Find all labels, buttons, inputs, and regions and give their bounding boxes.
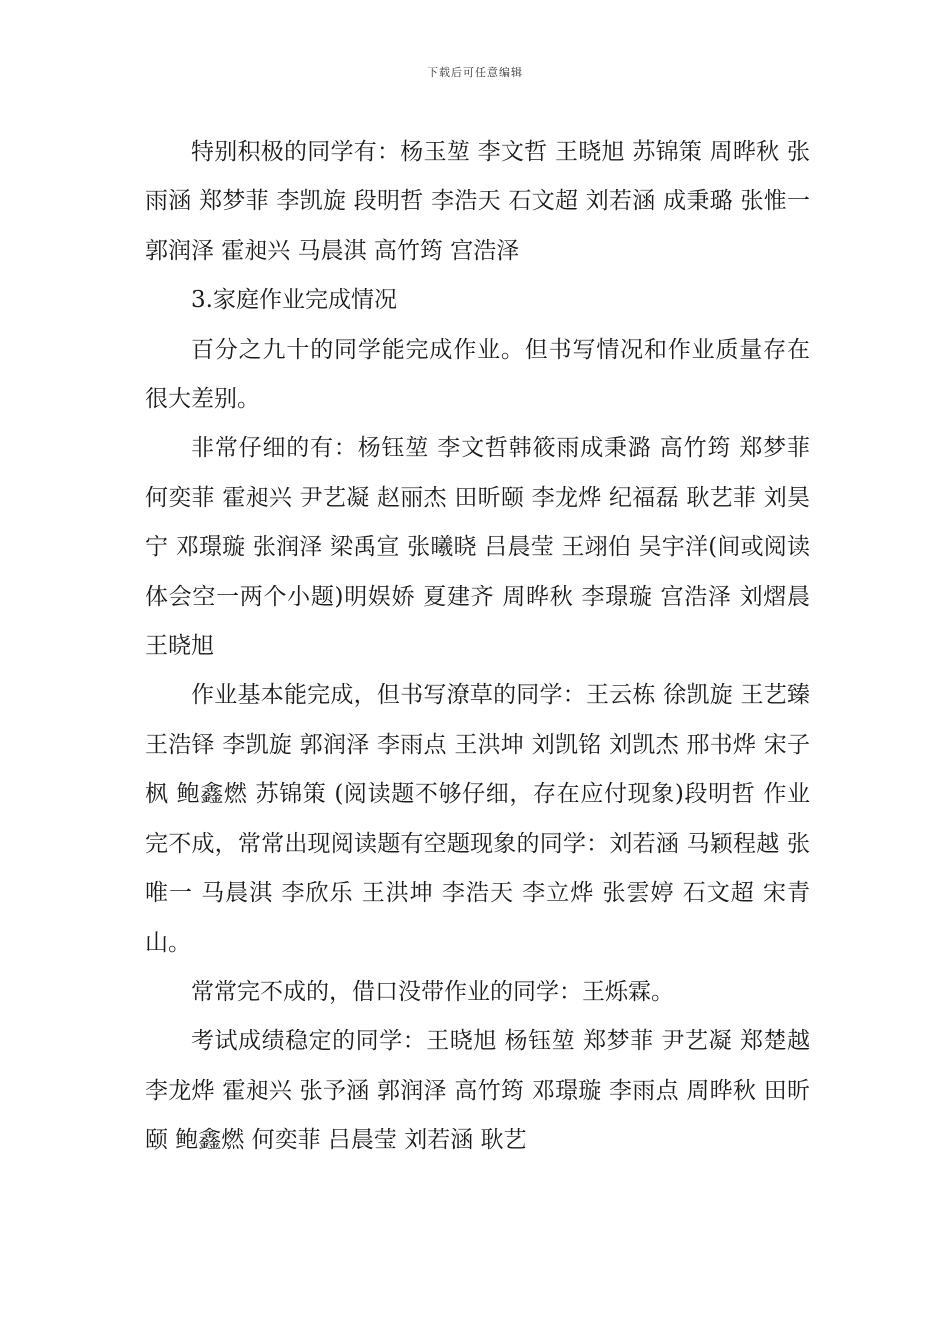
paragraph-homework-summary: 百分之九十的同学能完成作业。但书写情况和作业质量存在很大差别。 [145, 336, 810, 413]
paragraph-careful-students: 非常仔细的有：杨钰堃 李文哲韩筱雨成秉潞 高竹筠 郑梦菲 何奕菲 霍昶兴 尹艺凝 赵丽杰 田昕颐 李龙烨 纪福磊 耿艺菲 刘昊宁 邓璟璇 张润泽 梁禹宣 张曦晓 吕晨莹 王翊伯 吴宇洋(间或阅读体会空一两个小题)明娱娇 夏建齐 周晔秋 李璟璇 宫浩泽 刘熠晨 王晓旭 [145, 435, 810, 660]
page-header-note: 下载后可任意编辑 [427, 66, 523, 79]
section-heading-homework: 3.家庭作业完成情况 [191, 287, 397, 314]
paragraph-stable-students: 考试成绩稳定的同学：王晓旭 杨钰堃 郑梦菲 尹艺凝 郑楚越 李龙烨 霍昶兴 张予涵 郭润泽 高竹筠 邓璟璇 李雨点 周晔秋 田昕颐 鲍鑫燃 何奕菲 吕晨莹 刘若涵 耿艺 [145, 1028, 810, 1154]
document-body [145, 128, 810, 1166]
paragraph-careless-students: 作业基本能完成，但书写潦草的同学：王云栋 徐凯旋 王艺臻 王浩铎 李凯旋 郭润泽 李雨点 王洪坤 刘凯铭 刘凯杰 邢书烨 宋子枫 鲍鑫燃 苏锦策 (阅读题不够仔细，存在应付现象)段明哲 作业完不成，常常出现阅读题有空题现象的同学：刘若涵 马颖程越 张唯一 马晨淇 李欣乐 王洪坤 李浩天 李立烨 张雲婷 石文超 宋青山。 [145, 682, 810, 956]
paragraph-incomplete-students: 常常完不成的，借口没带作业的同学：王烁霖。 [191, 978, 674, 1005]
paragraph-active-students: 特别积极的同学有：杨玉堃 李文哲 王晓旭 苏锦策 周晔秋 张雨涵 郑梦菲 李凯旋 段明哲 李浩天 石文超 刘若涵 成秉璐 张惟一 郭润泽 霍昶兴 马晨淇 高竹筠 宫浩泽 [145, 139, 810, 264]
